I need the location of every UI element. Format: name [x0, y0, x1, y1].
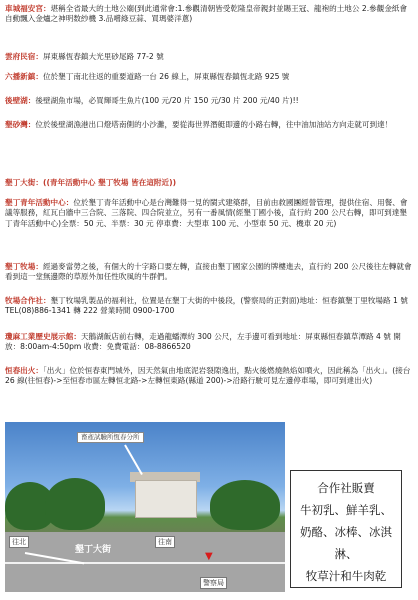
tree-shape: [45, 478, 105, 530]
coop-item-line: 牛初乳、鮮羊乳、: [300, 503, 392, 517]
building-shape: [135, 480, 197, 518]
location-pin-icon: ▼: [205, 551, 213, 562]
section-label: 恒春出火：: [5, 366, 43, 375]
coop-item-line: 牧草汁和牛肉乾: [305, 569, 387, 583]
section-label: 車城福安宮：: [5, 4, 51, 13]
section-label: 墾丁大街：: [5, 178, 43, 187]
street-south-label: 往南: [155, 536, 175, 548]
section-text: 位於後壁湖漁港出口燈塔南側的小沙灘，要從海世界潛艇即邊的小路右轉，往中油加油站方向走就可到達！: [35, 120, 393, 129]
section-text: 位於墾丁青年活動中心是台灣難得一見的閩式建築群，目前由救國團經營管理，提供住宿、用餐、會議等服務，紅瓦白牆中三合院、三落院、四合院並立，另有一番風情(經墾丁國小後，直行約 200 公尺右轉，即可到達墾丁青年活動中心)全票：50 元、半票：30 元 停車費：大型車 100 元、小型車 50 元、機車 20 元): [5, 198, 408, 228]
section-text: 「出火」位於恒春東門城外，因天然氣由地底泥岩裂隙逸出，點火後燃燒熱焰如噴火，因此稱為「出火」。(接台 26 線(往恒春)->至恒春市區左轉恒北路->左轉恒東路(縣道 200)->沿路行駛可見左邊停車場，即可到達出火): [5, 366, 411, 386]
road-line: [5, 562, 285, 564]
section-label: 墾砂灣：: [5, 120, 36, 129]
section-text: 墾丁牧場乳製品的福利社，位置是在墾丁大街的中後段，(警察局的正對面)地址：恒春鎮墾丁里牧場路 1 號 TEL(08)886-1341 轉 222 營業時間 0900-1700: [5, 296, 408, 316]
street-photo: [5, 422, 285, 592]
tree-shape: [210, 480, 280, 530]
section-text: 經過麥當勞之後，有個大的十字路口要左轉，直接由墾丁國家公園的牌樓進去，直行約 200 公尺後往左轉就會看到這一堂無邊際的草原外加任性吹風的牛群們。: [5, 262, 412, 282]
section-kenting-ranch: [5, 262, 413, 283]
section-hengchun-fire: [5, 366, 413, 387]
section-text: 堪稱全省最大的土地公廟(到此通常會:1.參觀清朝皆受乾隆皇帝親封並賜王冠、龍袍的土地公 2.參觀金紙會自動飄入金爐之神明数紗機 3.品嚐綠豆蒜、買瑪婆洋蔥): [5, 4, 408, 24]
section-label: 牧場合作社：: [5, 296, 51, 305]
section-label: 後壁湖：: [5, 96, 36, 105]
section-label: 六播新鎮：: [5, 72, 43, 81]
section-label: 雲府民宿：: [5, 52, 43, 61]
section-fuan-temple: [5, 4, 413, 25]
photo-tag-research-institute: 畜產試驗所恆春分所: [77, 432, 144, 443]
section-text: 天鵝湖飯店前右轉，走過龍蟠潭約 300 公尺，左手邊可看到地址：屏東縣恒春鎮草潭路 4 號 開放：8:00am-4:50pm 收費：免費電話：08-8866520: [5, 332, 401, 352]
street-main-label: 墾丁大街: [75, 545, 112, 555]
section-label: 墾丁青年活動中心：: [5, 198, 74, 207]
police-station-label: 警察局: [200, 577, 227, 589]
section-houbihu: [5, 96, 413, 106]
section-yunfu-bnb: [5, 52, 413, 62]
coop-item-line: 奶酪、冰棒、冰淇淋、: [300, 525, 392, 561]
section-ranch-coop: [5, 296, 413, 317]
section-text: 後壁湖魚市場，必買輝哥生魚片(100 元/20 片 150 元/30 片 200 元/40 片)!!: [35, 96, 299, 105]
section-youth-center: [5, 198, 413, 229]
coop-box-title: 合作社販賣: [317, 481, 375, 495]
section-label: 墾丁牧場：: [5, 262, 43, 271]
section-liubo-town: [5, 72, 413, 82]
section-text: ((青年活動中心 墾丁牧場 皆在這附近)): [42, 178, 177, 187]
section-kensha-bay: [5, 120, 413, 130]
section-text: 屏東縣恆春鎮大光里砂尾路 77-2 號: [42, 52, 164, 61]
section-sisal-museum: [5, 332, 413, 353]
section-label: 瓊麻工業歷史展示館：: [5, 332, 81, 341]
annotation-arrow: [124, 445, 143, 475]
coop-sales-box: [290, 470, 402, 588]
section-text: 位於墾丁南北往返的重要道路一台 26 線上，屏東縣恆春鎮恆北路 925 號: [42, 72, 290, 81]
section-kenting-street: [5, 178, 413, 188]
street-north-label: 往北: [9, 536, 29, 548]
